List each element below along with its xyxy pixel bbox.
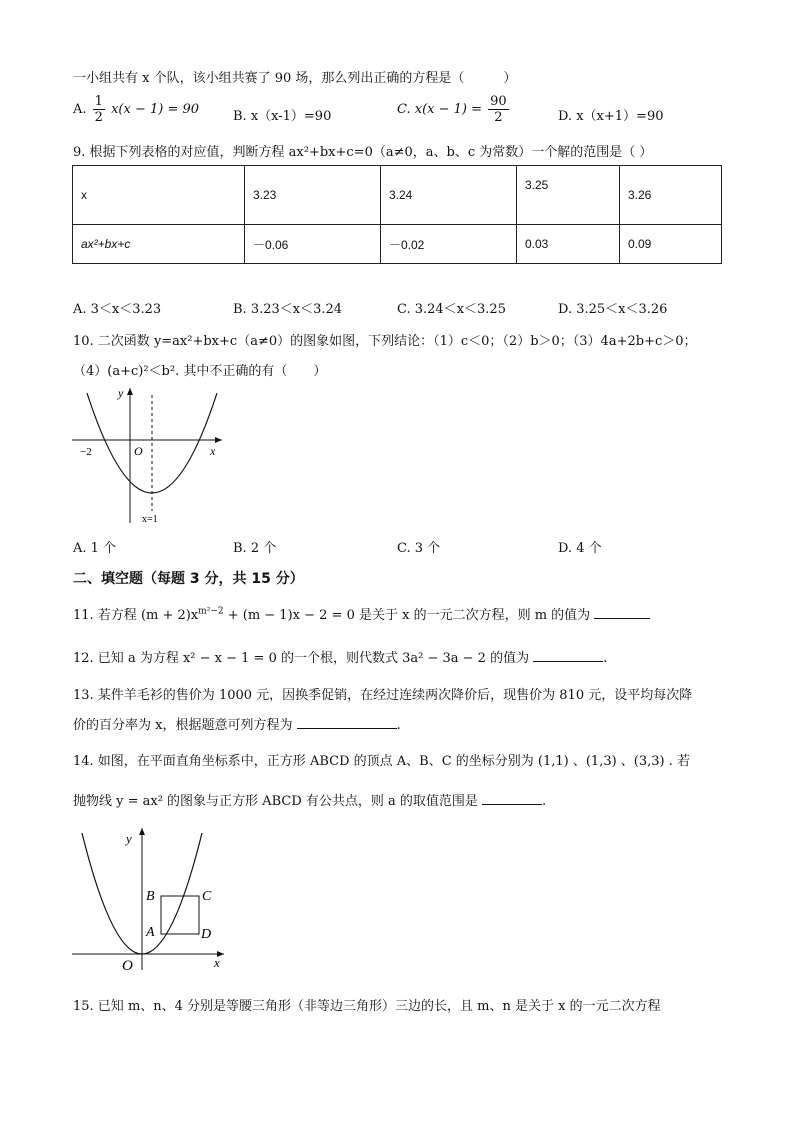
q11-exponent: m²−2 — [198, 606, 224, 617]
q14-y-label: y — [126, 831, 132, 846]
q8-option-a-label: A. — [73, 102, 87, 117]
q14-text: 抛物线 y = ax² 的图象与正方形 ABCD 有公共点，则 a 的取值范围是 — [73, 794, 478, 809]
q14-square-parabola-graph — [72, 825, 232, 975]
q8-option-a-num: 1 — [94, 94, 103, 109]
q14-line2 — [73, 790, 546, 809]
q9-option-c: C. 3.24＜x＜3.25 — [397, 302, 506, 317]
q10-stem-line2: （4）(a+c)²＜b². 其中不正确的有（ ） — [73, 364, 327, 379]
q14-end: . — [542, 794, 547, 809]
q8-option-c-den: 2 — [494, 110, 503, 125]
q10-option-c: C. 3 个 — [397, 541, 441, 556]
q14-answer-blank[interactable] — [482, 792, 542, 805]
table-cell: ax²+bx+c — [73, 225, 245, 264]
q13-text: 价的百分率为 x，根据题意可列方程为 — [73, 718, 293, 733]
q10-option-a: A. 1 个 — [73, 541, 117, 556]
q12-text: 12. 已知 a 为方程 x² − x − 1 = 0 的一个根，则代数式 3a² − 3a − 2 的值为 — [73, 651, 530, 666]
q8-option-c-num: 90 — [490, 94, 507, 109]
q10-stem-line1: 10. 二次函数 y=ax²+bx+c（a≠0）的图象如图，下列结论：（1）c＜0；（2）b＞0；（3）4a+2b+c＞0； — [73, 334, 697, 349]
q12-answer-blank[interactable] — [533, 649, 603, 662]
q10-option-d: D. 4 个 — [558, 541, 602, 556]
q8-option-a — [73, 95, 199, 124]
q8-option-d: D. x（x+1）=90 — [558, 109, 664, 124]
q13-answer-blank[interactable] — [297, 716, 397, 729]
q10-axis-of-symmetry-label: x=1 — [142, 514, 158, 525]
table-row — [73, 166, 722, 225]
q8-option-c — [397, 95, 511, 124]
q14-x-label: x — [214, 955, 220, 970]
q11-answer-blank[interactable] — [594, 606, 650, 619]
q10-x-label: x — [210, 444, 216, 458]
q14-origin-label: O — [122, 958, 133, 974]
table-row — [73, 225, 722, 264]
table-cell: 0.03 — [517, 225, 620, 264]
q8-option-b: B. x（x-1）=90 — [233, 109, 332, 124]
table-cell: 3.23 — [245, 166, 381, 225]
table-cell: x — [73, 166, 245, 225]
q14-point-c-label: C — [202, 889, 212, 904]
q12 — [73, 647, 607, 666]
q10-neg-two-label: −2 — [80, 446, 92, 458]
q13-line2 — [73, 714, 401, 733]
q11-prefix: 11. 若方程 (m + 2)x — [73, 608, 199, 623]
q11 — [73, 604, 650, 623]
q8-option-c-fraction — [488, 95, 509, 124]
q10-y-label: y — [118, 386, 124, 400]
table-cell: －0.06 — [245, 225, 381, 264]
q12-end: . — [603, 651, 608, 666]
q13-end: . — [396, 718, 401, 733]
q14-point-a-label: A — [146, 925, 155, 940]
q13-line1: 13. 某件羊毛衫的售价为 1000 元，因换季促销，在经过连续两次降价后，现售价为 810 元，设平均每次降 — [73, 688, 693, 703]
q8-option-a-den: 2 — [94, 110, 103, 125]
q8-option-c-expr: C. x(x − 1) = — [397, 102, 483, 117]
q9-option-d: D. 3.25＜x＜3.26 — [558, 302, 668, 317]
q14-point-d-label: D — [201, 927, 212, 942]
section-fill-in-title: 二、填空题（每题 3 分，共 15 分） — [73, 571, 304, 587]
q8-option-a-fraction — [93, 95, 105, 124]
q9-option-b: B. 3.23＜x＜3.24 — [233, 302, 343, 317]
q8-stem: 一小组共有 x 个队，该小组共赛了 90 场，那么列出正确的方程是（ ） — [73, 71, 517, 86]
q15-text: 15. 已知 m、n、4 分别是等腰三角形（非等边三角形）三边的长，且 m、n 是关于 x 的一元二次方程 — [73, 999, 661, 1014]
q10-option-b: B. 2 个 — [233, 541, 277, 556]
table-cell: 3.24 — [381, 166, 517, 225]
table-cell: 0.09 — [620, 225, 722, 264]
table-cell: －0.02 — [381, 225, 517, 264]
q9-value-table — [72, 165, 722, 264]
q9-stem: 9. 根据下列表格的对应值，判断方程 ax²+bx+c=0（a≠0，a、b、c 为常数）一个解的范围是（ ） — [73, 145, 653, 160]
q10-parabola-graph — [72, 383, 232, 528]
q8-option-a-expr: x(x − 1) = 90 — [111, 102, 200, 117]
q11-suffix: + (m − 1)x − 2 = 0 是关于 x 的一元二次方程，则 m 的值为 — [223, 608, 591, 623]
q14-point-b-label: B — [146, 889, 155, 904]
q9-option-a: A. 3＜x＜3.23 — [73, 302, 162, 317]
table-cell: 3.26 — [620, 166, 722, 225]
q10-origin-label: O — [134, 444, 143, 458]
q14-line1: 14. 如图，在平面直角坐标系中，正方形 ABCD 的顶点 A、B、C 的坐标分别为 (1,1) 、(1,3) 、(3,3) . 若 — [73, 754, 691, 769]
table-cell: 3.25 — [517, 166, 620, 225]
